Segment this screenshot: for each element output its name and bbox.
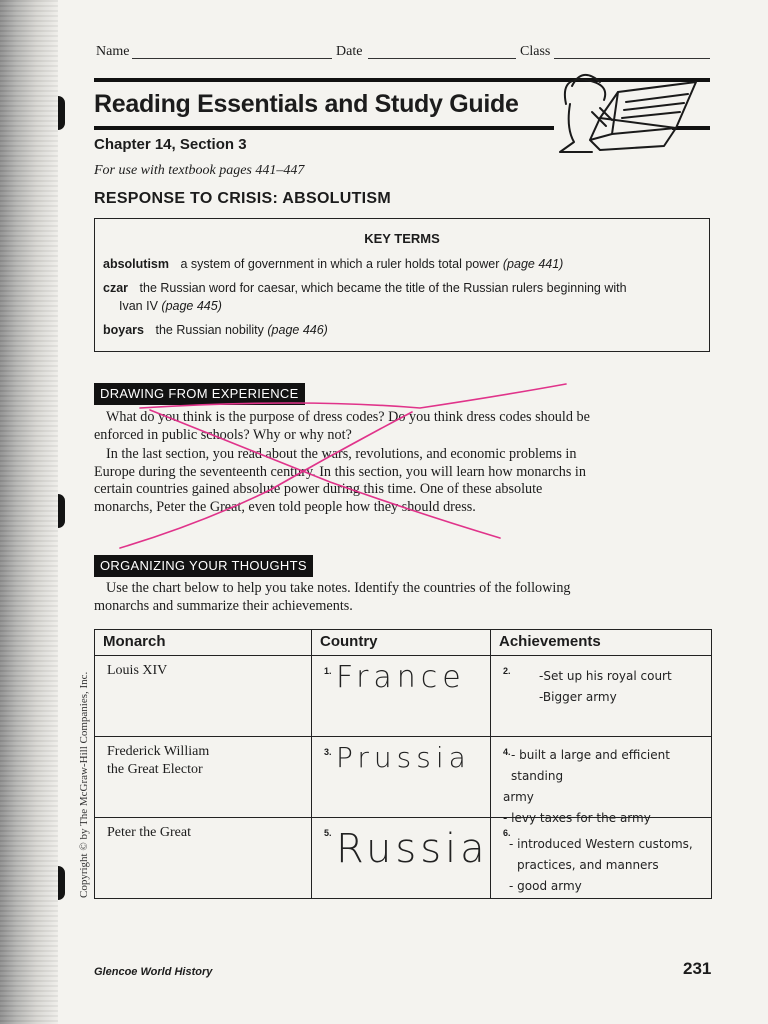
- monarch-name-line2: the Great Elector: [107, 762, 203, 777]
- term-ref: (page 445): [161, 299, 222, 313]
- date-label: Date: [336, 44, 363, 59]
- handwritten-achievements: [503, 745, 709, 829]
- handwritten-achievements: [539, 666, 709, 708]
- achievement-line: -Set up his royal court: [539, 669, 672, 683]
- key-terms-box: [94, 218, 710, 352]
- organizing-paragraph-1: Use the chart below to help you take notes. Identify the countries of the following monarchs and summarize their achievements.: [94, 580, 571, 614]
- term-definition: the Russian word for caesar, which became the title of the Russian rulers beginning with: [139, 281, 627, 295]
- achievement-line: - levy taxes for the army: [503, 811, 651, 825]
- binding-edge: [0, 0, 58, 1024]
- table-row: [95, 737, 712, 818]
- punch-hole: [58, 866, 65, 900]
- term-ref: (page 446): [267, 323, 328, 337]
- chapter-heading: Chapter 14, Section 3: [94, 136, 247, 153]
- top-rule: [94, 78, 710, 82]
- drawing-paragraph-1: What do you think is the purpose of dress codes? Do you think dress codes should be enforced in public schools? Why or why not?: [94, 409, 590, 443]
- term-definition: the Russian nobility: [155, 323, 264, 337]
- monarch-name: Frederick William: [107, 744, 210, 759]
- term-definition-cont: Ivan IV: [119, 299, 158, 313]
- item-number: 3.: [324, 747, 332, 757]
- handwritten-achievements: [509, 834, 709, 897]
- organizing-paragraph: [94, 580, 594, 615]
- item-number: 1.: [324, 666, 332, 676]
- page-number: 231: [683, 959, 712, 978]
- monarch-cell: [95, 737, 312, 818]
- country-cell[interactable]: [312, 656, 491, 737]
- table-row: [95, 656, 712, 737]
- achievement-line: - good army: [509, 879, 582, 893]
- item-number: 4.: [503, 747, 511, 757]
- title-rule-end: [672, 126, 710, 130]
- achievements-cell[interactable]: [491, 818, 712, 899]
- monarch-name: Peter the Great: [107, 825, 191, 840]
- page-title: Reading Essentials and Study Guide: [94, 90, 519, 118]
- class-label: Class: [520, 44, 551, 59]
- term-word: czar: [103, 281, 129, 295]
- item-number: 6.: [503, 828, 511, 838]
- section-title: RESPONSE TO CRISIS: ABSOLUTISM: [94, 190, 392, 207]
- term-word: boyars: [103, 323, 144, 337]
- term-word: absolutism: [103, 257, 169, 271]
- achievements-cell[interactable]: [491, 737, 712, 825]
- header-fields: [96, 44, 710, 64]
- drawing-paragraphs: [94, 409, 594, 516]
- date-blank[interactable]: [368, 58, 516, 59]
- achievement-line: -Bigger army: [539, 690, 617, 704]
- table-row: [95, 818, 712, 899]
- name-blank[interactable]: [132, 58, 332, 59]
- item-number: 2.: [503, 666, 511, 676]
- term-definition: a system of government in which a ruler holds total power: [180, 257, 500, 271]
- country-cell[interactable]: [312, 818, 491, 899]
- key-term-czar: [103, 279, 701, 297]
- title-rule: [94, 126, 554, 130]
- header-monarch: Monarch: [95, 630, 312, 656]
- key-term-absolutism: [103, 255, 701, 273]
- achievement-line: - introduced Western customs,: [509, 837, 693, 851]
- achievement-line: army: [503, 790, 534, 804]
- key-terms-heading: KEY TERMS: [364, 231, 440, 246]
- header-country: Country: [312, 630, 491, 656]
- key-term-czar-cont: [119, 297, 701, 315]
- name-label: Name: [96, 44, 130, 59]
- header-achievements: Achievements: [491, 630, 712, 656]
- achievements-cell[interactable]: [491, 656, 712, 737]
- class-blank[interactable]: [554, 58, 710, 59]
- achievement-line: practices, and manners: [517, 858, 659, 872]
- organizing-thoughts-label: ORGANIZING YOUR THOUGHTS: [94, 555, 313, 577]
- achievement-line: - built a large and efficient standing: [511, 748, 670, 783]
- country-cell[interactable]: [312, 737, 491, 818]
- monarch-cell: [95, 818, 312, 899]
- handwritten-country: Russia: [336, 826, 489, 872]
- monarch-cell: [95, 656, 312, 737]
- term-ref: (page 441): [502, 257, 564, 271]
- textbook-pages: For use with textbook pages 441–447: [94, 163, 305, 178]
- monarch-name: Louis XIV: [107, 663, 168, 678]
- notes-table: [94, 629, 712, 899]
- handwritten-country: Prussia: [336, 741, 471, 774]
- drawing-from-experience-label: DRAWING FROM EXPERIENCE: [94, 383, 305, 405]
- table-header-row: [95, 630, 712, 656]
- punch-hole: [58, 96, 65, 130]
- item-number: 5.: [324, 828, 332, 838]
- punch-hole: [58, 494, 65, 528]
- drawing-paragraph-2: In the last section, you read about the wars, revolutions, and economic problems in Europe during the seventeenth century. In this section, you will learn how monarchs in certain countries gained absolute power during this time. One of these absolute monarchs, Peter the Great, even told people how they should dress.: [94, 446, 586, 515]
- copyright-notice: Copyright © by The McGraw-Hill Companies, Inc.: [78, 671, 90, 898]
- key-term-boyars: [103, 321, 701, 339]
- handwritten-country: France: [336, 660, 466, 695]
- footer-book-title: Glencoe World History: [94, 966, 213, 978]
